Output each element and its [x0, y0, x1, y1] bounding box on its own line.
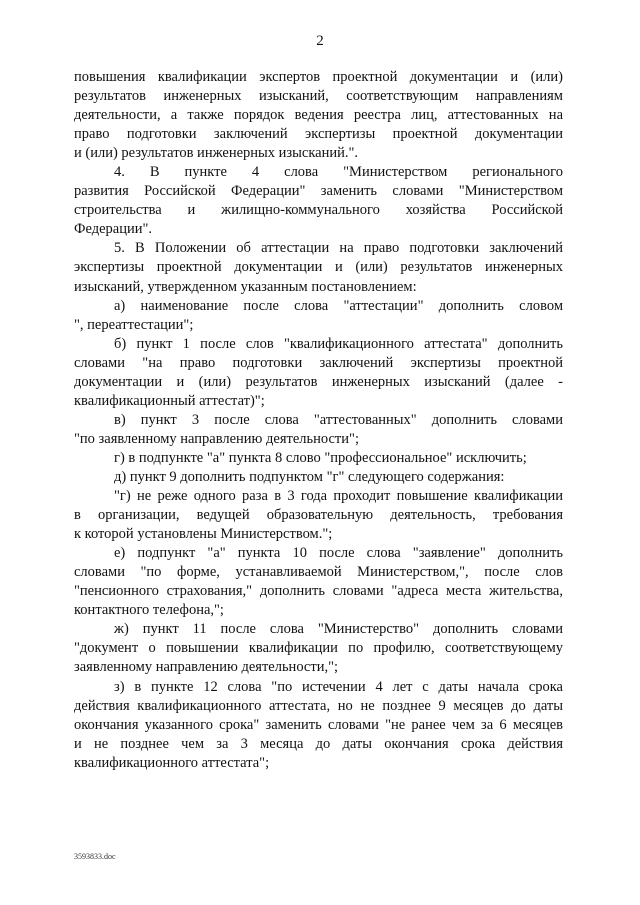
text-line: 4. В пункте 4 слова "Министерством регионального [114, 164, 563, 181]
text-line: Федерации". [74, 221, 153, 238]
text-line: "документ о повышении квалификации по профилю, соответствующему [74, 640, 563, 657]
text-line: и (или) результатов инженерных изысканий.". [74, 145, 359, 162]
text-line: е) подпункт "а" пункта 10 после слова "заявление" дополнить [114, 545, 563, 562]
text-line: словами "на право подготовки заключений экспертизы проектной [74, 354, 563, 371]
text-line: к которой установлены Министерством."; [74, 526, 333, 543]
text-line: словами "по форме, устанавливаемой Министерством,", после слов [74, 564, 563, 581]
text-line: в) пункт 3 после слова "аттестованных" дополнить словами [114, 411, 563, 428]
text-line: "г) не реже одного раза в 3 года проходит повышение квалификации [114, 488, 563, 505]
text-line: строительства и жилищно-коммунального хозяйства Российской [74, 202, 563, 219]
text-line: контактного телефона,"; [74, 602, 224, 619]
text-line: "пенсионного страхования," дополнить словами "адреса места жительства, [74, 583, 563, 600]
text-line: квалификационного аттестата"; [74, 754, 270, 771]
text-line: ", переаттестации"; [74, 316, 194, 333]
text-line: результатов инженерных изысканий, соответствующим направлениям [74, 88, 563, 105]
page-number: 2 [316, 33, 324, 49]
text-line: 5. В Положении об аттестации на право подготовки заключений [114, 240, 563, 257]
text-line: право подготовки заключений экспертизы проектной документации [74, 126, 563, 143]
text-line: д) пункт 9 дополнить подпунктом "г" следующего содержания: [114, 468, 505, 485]
text-line: действия квалификационного аттестата, но не позднее 9 месяцев до даты [74, 697, 563, 714]
text-line: развития Российской Федерации" заменить словами "Министерством [74, 183, 563, 200]
text-line: и не позднее чем за 3 месяца до даты окончания срока действия [74, 735, 563, 752]
text-line: деятельности, а также порядок ведения реестра лиц, аттестованных на [74, 107, 563, 124]
text-line: заявленному направлению деятельности,"; [74, 659, 339, 676]
text-line: ж) пункт 11 после слова "Министерство" дополнить словами [114, 621, 563, 638]
text-line: "по заявленному направлению деятельности"; [74, 430, 359, 447]
text-line: экспертизы проектной документации и (или) результатов инженерных [74, 259, 563, 276]
text-line: документации и (или) результатов инженерных изысканий (далее - [74, 373, 563, 390]
text-line: повышения квалификации экспертов проектной документации и (или) [74, 69, 563, 85]
text-line: в организации, ведущей образовательную деятельность, требования [74, 507, 563, 524]
text-line: изысканий, утвержденном указанным постановлением: [74, 278, 417, 295]
footer-filename: 3593833.doc [74, 852, 116, 861]
text-line: а) наименование после слова "аттестации" дополнить словом [114, 297, 563, 314]
text-line: окончания указанного срока" заменить словами "не ранее чем за 6 месяцев [74, 716, 563, 733]
text-line: б) пункт 1 после слов "квалификационного аттестата" дополнить [114, 335, 563, 352]
text-line: г) в подпункте "а" пункта 8 слово "профессиональное" исключить; [114, 449, 527, 466]
document-body [74, 68, 563, 773]
text-line: з) в пункте 12 слова "по истечении 4 лет с даты начала срока [114, 678, 563, 695]
text-line: квалификационный аттестат)"; [74, 392, 265, 409]
